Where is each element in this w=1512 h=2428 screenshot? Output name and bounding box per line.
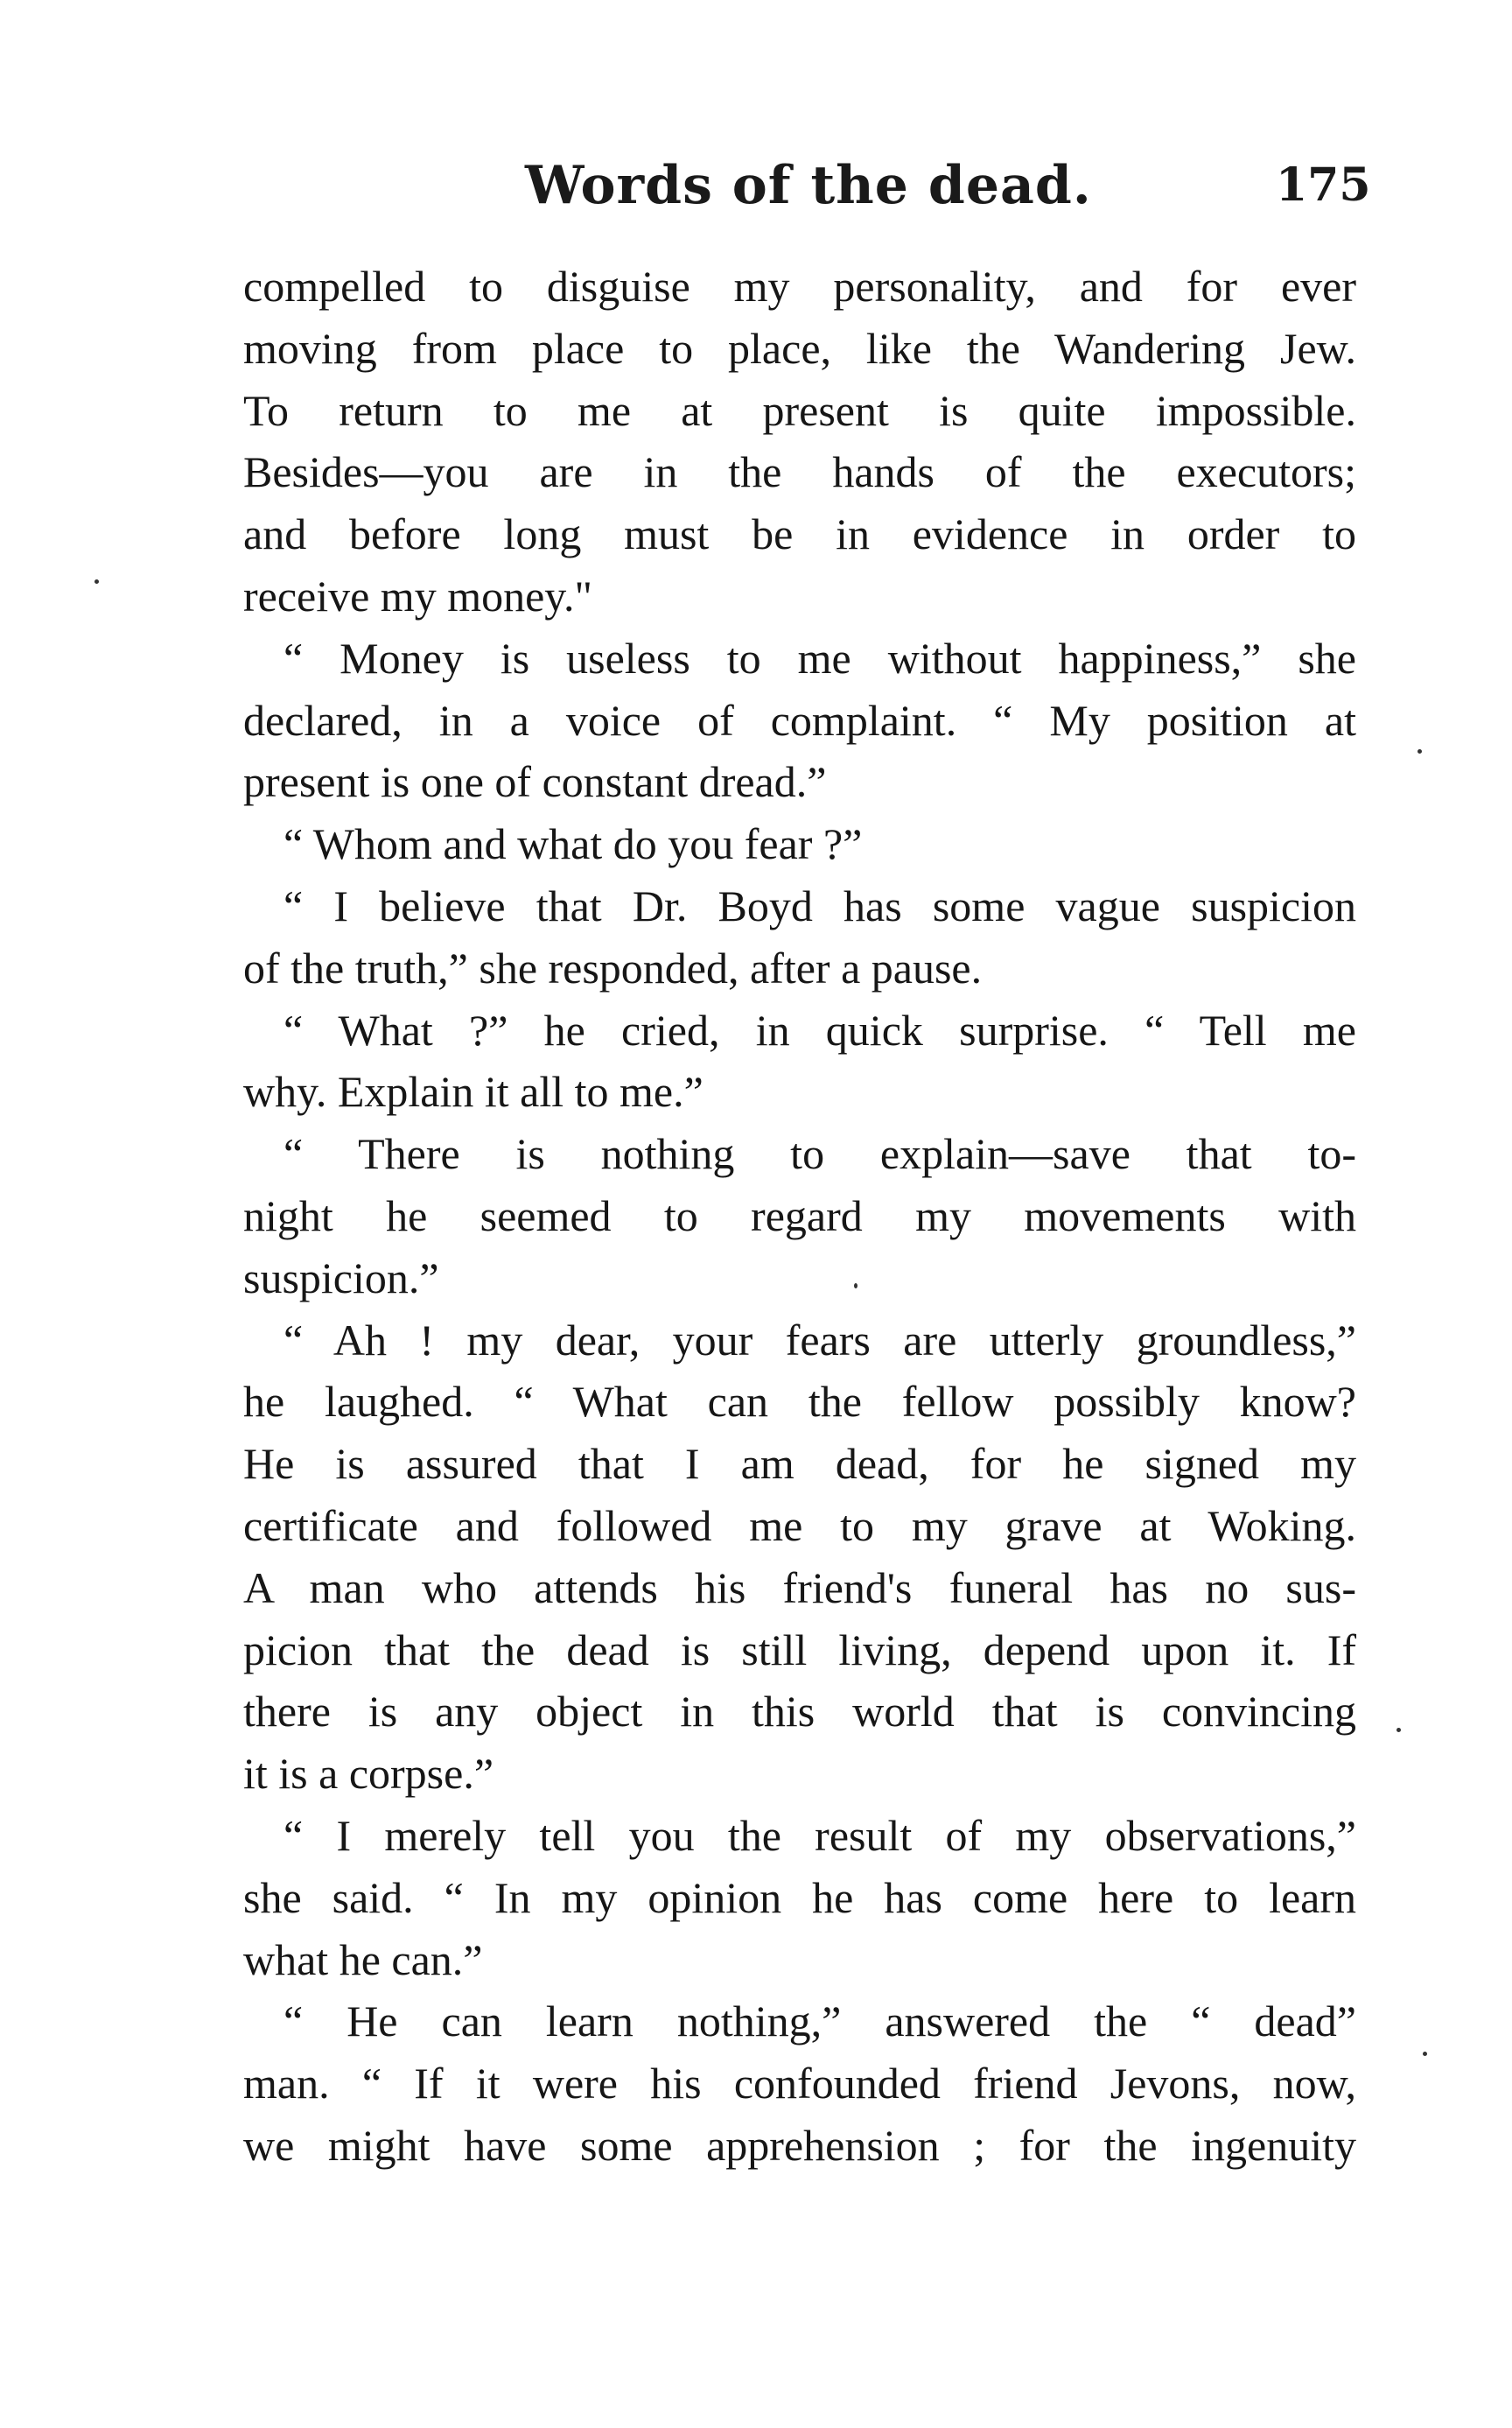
page-header	[0, 151, 1512, 238]
text-line: To return to me at present is quite impossible.	[243, 385, 1356, 435]
text-line: moving from place to place, like the Wandering Jew.	[243, 323, 1356, 373]
text-line: “ He can learn nothing,” answered the “ dead”	[284, 1996, 1356, 2046]
text-line: He is assured that I am dead, for he signed my	[243, 1439, 1356, 1489]
text-line: picion that the dead is still living, depend upon it. If	[243, 1625, 1356, 1674]
body-text	[243, 256, 1356, 2177]
text-line: man. “ If it were his confounded friend Jevons, now,	[243, 2059, 1356, 2109]
text-line: A man who attends his friend's funeral has no sus-	[243, 1562, 1356, 1612]
text-line: it is a corpse.”	[243, 1749, 494, 1799]
text-line: “ Ah ! my dear, your fears are utterly groundless,”	[284, 1315, 1356, 1365]
text-line: “ I merely tell you the result of my observations,”	[284, 1810, 1356, 1860]
text-line: we might have some apprehension ; for the ingenuity	[243, 2120, 1356, 2170]
print-speck	[1423, 2052, 1427, 2056]
print-speck	[1396, 1728, 1401, 1732]
running-head: Words of the dead.	[525, 155, 1092, 216]
print-speck	[854, 1283, 858, 1288]
text-line: “ Whom and what do you fear ?”	[284, 819, 863, 869]
text-line: there is any object in this world that is convincing	[243, 1687, 1356, 1737]
text-line: declared, in a voice of complaint. “ My position at	[243, 695, 1356, 745]
text-line: receive my money."	[243, 571, 592, 621]
text-line: she said. “ In my opinion he has come here to learn	[243, 1872, 1356, 1922]
text-line: “ There is nothing to explain—save that to-	[284, 1129, 1356, 1179]
text-line: “ I believe that Dr. Boyd has some vague suspicion	[284, 881, 1356, 930]
print-speck	[1418, 749, 1422, 754]
text-line: Besides—you are in the hands of the executors;	[243, 447, 1356, 497]
print-speck	[94, 579, 99, 584]
text-line: present is one of constant dread.”	[243, 757, 827, 807]
text-line: suspicion.”	[243, 1253, 439, 1302]
text-line: compelled to disguise my personality, and for ever	[243, 262, 1356, 311]
text-line: certificate and followed me to my grave at Woking.	[243, 1500, 1356, 1550]
text-line: what he can.”	[243, 1934, 483, 1984]
text-line: of the truth,” she responded, after a pause.	[243, 943, 983, 993]
text-line: “ Money is useless to me without happiness,” she	[284, 633, 1356, 683]
text-line: he laughed. “ What can the fellow possibly know?	[243, 1377, 1356, 1427]
text-line: “ What ?” he cried, in quick surprise. “ Tell me	[284, 1005, 1356, 1055]
text-line: why. Explain it all to me.”	[243, 1067, 704, 1117]
text-line: night he seemed to regard my movements with	[243, 1190, 1356, 1240]
page-number: 175	[1276, 158, 1371, 212]
text-line: and before long must be in evidence in order to	[243, 509, 1356, 559]
